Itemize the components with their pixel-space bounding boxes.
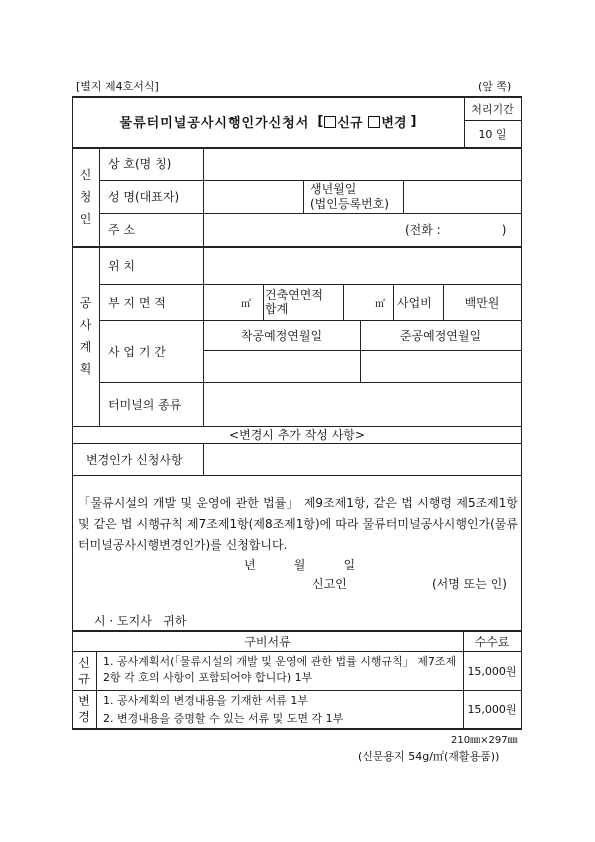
project-cost-label: 사업비: [397, 295, 432, 310]
docs-new-label: 신 규: [78, 655, 90, 686]
docs-row-line: [72, 690, 522, 691]
applicant-sign-label: 신고인: [312, 577, 347, 591]
change-label: 변경: [381, 116, 407, 131]
plan-section-label: 공 사 계 획: [79, 296, 92, 376]
outer-right-border: [521, 96, 522, 728]
applicant-section-label: 신 청 인: [79, 167, 92, 226]
label-value-divider: [203, 147, 204, 426]
docs-change-item-2: 2. 변경내용을 증명할 수 있는 서류 및 도면 각 1부: [103, 712, 344, 725]
name-label: 성 명(대표자): [108, 190, 180, 204]
docs-change-fee: 15,000원: [467, 703, 517, 716]
docs-label-divider: [96, 651, 97, 728]
fee-header: 수수료: [474, 634, 510, 649]
change-note: <변경시 추가 작성 사항>: [229, 428, 365, 442]
form-number: [별지 제4호서식]: [76, 80, 159, 93]
terminal-type-label: 터미널의 종류: [108, 397, 182, 412]
building-area-unit: ㎡: [375, 298, 385, 310]
area-divider-1: [263, 284, 264, 320]
section-label-divider: [99, 147, 100, 426]
paper-spec: (신문용지 54g/㎡(재활용품)): [358, 750, 500, 763]
title-bracket-close: ]: [410, 114, 417, 129]
date-line: 년 월 일: [244, 558, 356, 572]
docs-change-item-1: 1. 공사계획의 변경내용을 기재한 서류 1부: [103, 694, 308, 707]
change-checkbox[interactable]: [368, 116, 380, 128]
phone-label: (전화 : ): [405, 223, 507, 237]
new-checkbox[interactable]: [324, 116, 336, 128]
processing-period-label: 처리기간: [471, 103, 514, 116]
processing-period-value: 10 일: [478, 128, 507, 141]
trade-name-label: 상 호(명 칭): [108, 157, 172, 171]
docs-header-line: [72, 651, 522, 652]
page-side: (앞 쪽): [478, 80, 512, 93]
change-divider: [203, 443, 204, 475]
new-label: 신규: [337, 116, 363, 131]
site-area-unit: ㎡: [241, 298, 251, 310]
address-label: 주 소: [108, 223, 135, 237]
recipient: 시 · 도지사 귀하: [94, 614, 187, 628]
form-title: [72, 98, 464, 145]
cost-unit: 백만원: [464, 295, 500, 310]
statement-body: 「물류시설의 개발 및 운영에 관한 법률」 제9조제1항, 같은 법 시행령 제5조제1항 및 같은 법 시행규칙 제7조제1항(제8조제1항)에 따라 물류터미널공사시행인가(물류터미널공사시행변경인가)를 신청합니다.: [78, 496, 518, 552]
area-divider-2: [343, 284, 344, 320]
site-area-label: 부 지 면 적: [108, 295, 166, 310]
birth-divider-left: [303, 180, 304, 213]
title-text: 물류터미널공사시행인가신청서: [119, 116, 310, 131]
start-date-label: 착공예정연월일: [240, 328, 323, 343]
end-date-label: 준공예정연월일: [399, 328, 482, 343]
paper-size: 210㎜×297㎜: [451, 735, 518, 746]
signature-label: (서명 또는 인): [432, 577, 507, 591]
docs-bottom-border: [72, 728, 522, 730]
building-area-label: 건축연면적 합계: [265, 288, 323, 316]
docs-header: 구비서류: [244, 634, 291, 649]
birth-label: 생년월일 (법인등록번호): [310, 181, 389, 211]
docs-new-item: 1. 공사계획서(「물류시설의 개발 및 운영에 관한 법률 시행규칙」 제7조제2항 각 호의 사항이 포함되어야 합니다) 1부: [103, 655, 457, 684]
change-bottom-line: [72, 475, 522, 476]
period-row-line: [203, 350, 521, 351]
period-label: 사 업 기 간: [108, 344, 166, 359]
applicant-bottom-border: [72, 246, 522, 248]
area-divider-3: [393, 284, 394, 320]
docs-new-fee: 15,000원: [467, 664, 517, 678]
title-bracket-open: [: [317, 114, 324, 129]
birth-divider-right: [403, 180, 404, 213]
docs-change-label: 변 경: [78, 694, 90, 724]
change-application-label: 변경인가 신청사항: [86, 452, 183, 467]
location-label: 위 치: [108, 258, 135, 273]
